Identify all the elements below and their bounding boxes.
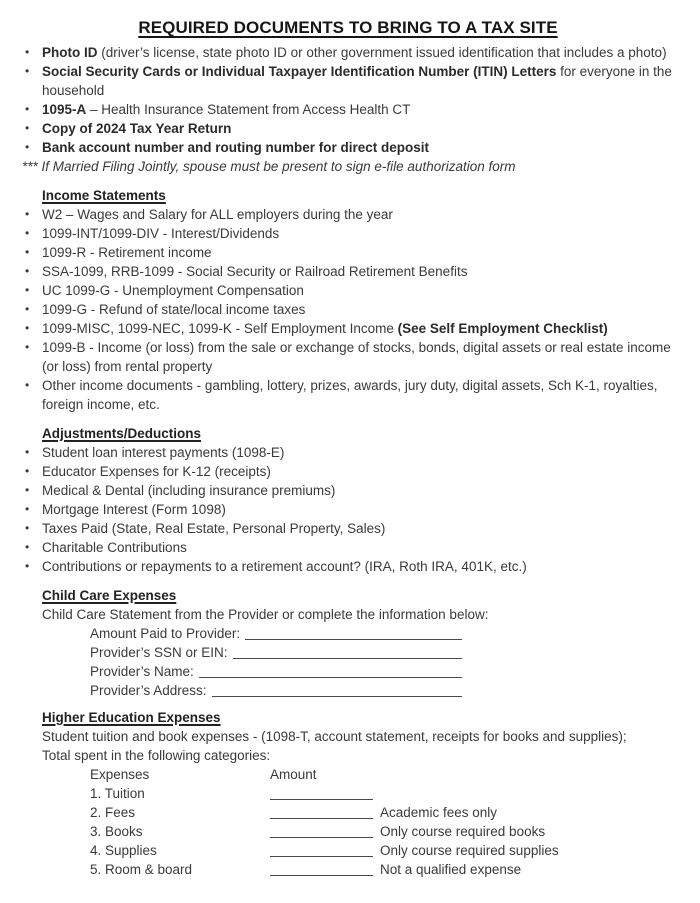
list-item	[22, 300, 674, 319]
section-child-care-expenses	[22, 586, 674, 700]
expense-category-label: 5. Room & board	[90, 862, 193, 877]
bullet-icon: •	[25, 378, 30, 392]
list-item-text: W2 – Wages and Salary for ALL employers during the year	[42, 207, 393, 222]
list-item	[22, 376, 674, 414]
bullet-icon: •	[25, 245, 30, 259]
education-expense-row	[90, 841, 674, 860]
expense-category-label: 4. Supplies	[90, 843, 157, 858]
list-item	[22, 557, 674, 576]
list-item-text: Bank account number and routing number for direct deposit	[42, 140, 430, 155]
list-item	[22, 338, 674, 376]
section-higher-education-expenses	[22, 708, 674, 879]
bullet-icon: •	[25, 140, 30, 154]
bullet-icon: •	[25, 445, 30, 459]
bullet-icon: •	[25, 340, 30, 354]
list-item	[22, 119, 674, 138]
list-item-text: Photo ID (driver’s license, state photo ID or other government issued identification that includes a photo)	[42, 45, 667, 60]
education-expense-row	[90, 860, 674, 879]
education-expense-table	[90, 765, 674, 879]
list-item-text: 1099-INT/1099-DIV - Interest/Dividends	[42, 226, 280, 241]
expense-category-label: 1. Tuition	[90, 786, 145, 801]
list-item	[22, 224, 674, 243]
blank-write-in-line	[212, 681, 462, 697]
form-field-row	[90, 662, 462, 681]
child-care-intro: Child Care Statement from the Provider or complete the information below:	[42, 607, 489, 622]
expense-category-label: 3. Books	[90, 824, 143, 839]
bullet-icon: •	[25, 207, 30, 221]
bullet-icon: •	[25, 226, 30, 240]
blank-write-in-line	[199, 662, 462, 678]
list-item	[22, 262, 674, 281]
list-item-text: Charitable Contributions	[42, 540, 187, 555]
bullet-icon: •	[25, 540, 30, 554]
list-item-text: Contributions or repayments to a retirement account? (IRA, Roth IRA, 401K, etc.)	[42, 559, 527, 574]
adjustments-deductions-list	[22, 443, 674, 576]
education-expense-row	[90, 822, 674, 841]
higher-education-intro-1: Student tuition and book expenses - (1098-T, account statement, receipts for books and supplies);	[42, 729, 627, 744]
blank-write-in-line	[245, 624, 462, 640]
education-expense-row	[90, 803, 674, 822]
amount-column-header: Amount	[270, 767, 317, 782]
list-item	[22, 205, 674, 224]
list-item-text: Social Security Cards or Individual Taxpayer Identification Number (ITIN) Letters for everyone in the household	[42, 64, 672, 98]
expenses-column-header: Expenses	[90, 767, 150, 782]
list-item-text: Other income documents - gambling, lottery, prizes, awards, jury duty, digital assets, Sch K-1, royalties, foreign income, etc.	[42, 378, 658, 412]
list-item	[22, 462, 674, 481]
expense-note: Academic fees only	[380, 805, 498, 820]
bullet-icon: •	[25, 321, 30, 335]
list-item	[22, 481, 674, 500]
bullet-icon: •	[25, 464, 30, 478]
list-item-text: Medical & Dental (including insurance premiums)	[42, 483, 336, 498]
list-item	[22, 500, 674, 519]
list-item	[22, 443, 674, 462]
list-item	[22, 281, 674, 300]
bullet-icon: •	[25, 283, 30, 297]
list-item-text: SSA-1099, RRB-1099 - Social Security or Railroad Retirement Benefits	[42, 264, 468, 279]
list-item	[22, 43, 674, 62]
married-filing-jointly-note: *** If Married Filing Jointly, spouse must be present to sign e-file authorization form	[22, 159, 516, 174]
list-item	[22, 138, 674, 157]
education-table-header	[90, 765, 674, 784]
amount-blank-line	[270, 860, 373, 876]
expense-note: Not a qualified expense	[380, 862, 522, 877]
amount-blank-line	[270, 841, 373, 857]
bullet-icon: •	[25, 483, 30, 497]
income-statements-list	[22, 205, 674, 414]
list-item	[22, 243, 674, 262]
bullet-icon: •	[25, 264, 30, 278]
form-field-row	[90, 681, 462, 700]
expense-note: Only course required books	[380, 824, 546, 839]
amount-blank-line	[270, 822, 373, 838]
list-item-text: UC 1099-G - Unemployment Compensation	[42, 283, 304, 298]
amount-blank-line	[270, 784, 373, 800]
amount-blank-line	[270, 803, 373, 819]
section-income-statements	[22, 186, 674, 414]
bullet-icon: •	[25, 559, 30, 573]
list-item-text: Taxes Paid (State, Real Estate, Personal Property, Sales)	[42, 521, 386, 536]
child-care-expenses-heading: Child Care Expenses	[42, 588, 177, 603]
expense-category-label: 2. Fees	[90, 805, 136, 820]
expense-note: Only course required supplies	[380, 843, 559, 858]
income-statements-heading: Income Statements	[42, 188, 166, 203]
list-item	[22, 538, 674, 557]
bullet-icon: •	[25, 45, 30, 59]
bullet-icon: •	[25, 521, 30, 535]
higher-education-intro-2: Total spent in the following categories:	[42, 748, 271, 763]
list-item-text: Copy of 2024 Tax Year Return	[42, 121, 232, 136]
list-item-text: 1099-G - Refund of state/local income taxes	[42, 302, 306, 317]
page-title: REQUIRED DOCUMENTS TO BRING TO A TAX SITE	[138, 18, 558, 37]
list-item-text: Student loan interest payments (1098-E)	[42, 445, 285, 460]
child-care-fields	[90, 624, 674, 700]
list-item	[22, 519, 674, 538]
list-item	[22, 62, 674, 100]
bullet-icon: •	[25, 102, 30, 116]
adjustments-deductions-heading: Adjustments/Deductions	[42, 426, 202, 441]
education-expense-row	[90, 784, 674, 803]
list-item-text: Educator Expenses for K-12 (receipts)	[42, 464, 271, 479]
list-item-text: 1095-A – Health Insurance Statement from Access Health CT	[42, 102, 411, 117]
education-table-rows	[90, 784, 674, 879]
list-item-text: Mortgage Interest (Form 1098)	[42, 502, 226, 517]
higher-education-heading: Higher Education Expenses	[42, 710, 221, 725]
bullet-icon: •	[25, 121, 30, 135]
field-label: Provider’s SSN or EIN:	[90, 645, 228, 660]
section-adjustments-deductions	[22, 424, 674, 576]
field-label: Amount Paid to Provider:	[90, 626, 241, 641]
required-documents-list	[22, 43, 674, 157]
list-item	[22, 100, 674, 119]
blank-write-in-line	[233, 643, 462, 659]
list-item-text: 1099-R - Retirement income	[42, 245, 212, 260]
list-item-text: 1099-B - Income (or loss) from the sale or exchange of stocks, bonds, digital assets or real estate income (or loss) from rental property	[42, 340, 671, 374]
field-label: Provider’s Name:	[90, 664, 194, 679]
list-item	[22, 319, 674, 338]
bullet-icon: •	[25, 302, 30, 316]
form-field-row	[90, 624, 462, 643]
form-field-row	[90, 643, 462, 662]
bullet-icon: •	[25, 64, 30, 78]
field-label: Provider’s Address:	[90, 683, 207, 698]
list-item-text: 1099-MISC, 1099-NEC, 1099-K - Self Employment Income (See Self Employment Checklist)	[42, 321, 608, 336]
bullet-icon: •	[25, 502, 30, 516]
